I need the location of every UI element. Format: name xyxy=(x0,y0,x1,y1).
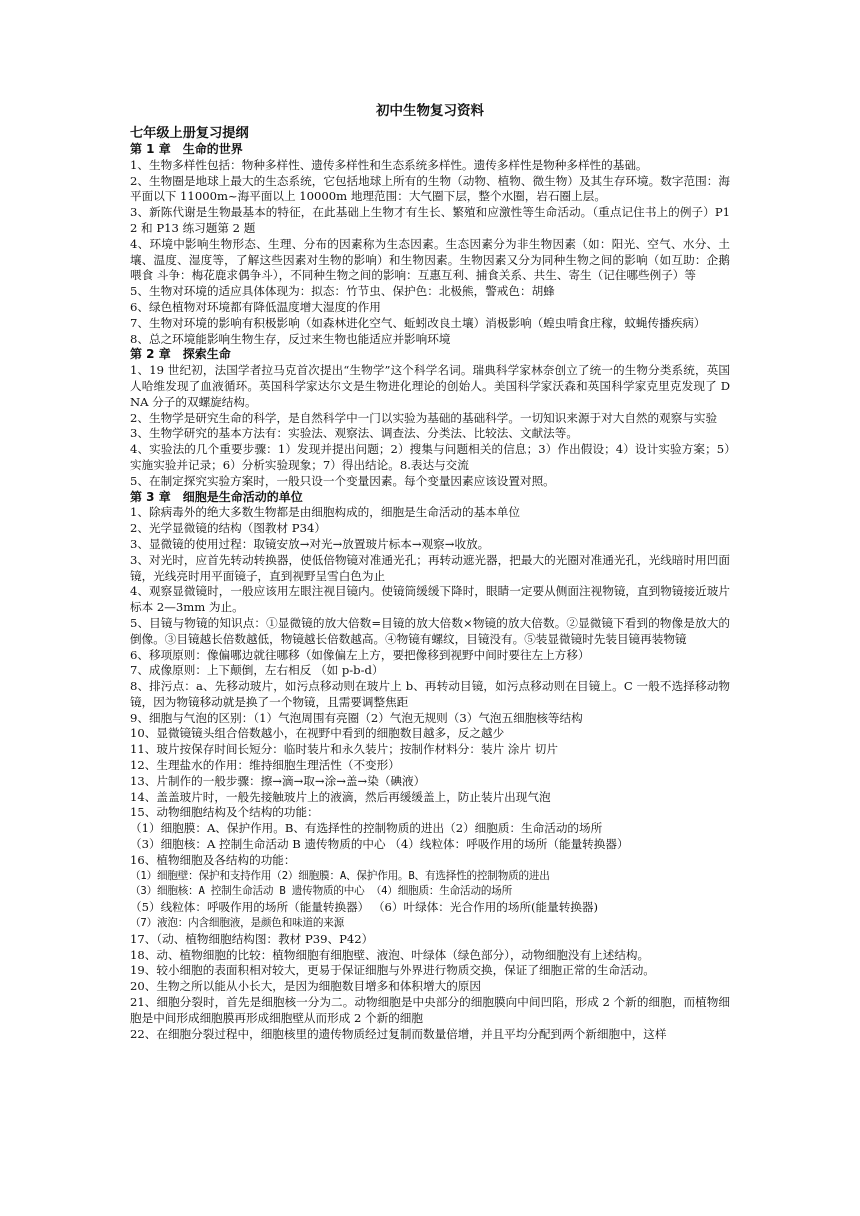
outline-item: 8、总之环境能影响生物生存，反过来生物也能适应并影响环境 xyxy=(130,331,451,346)
grade-heading: 七年级上册复习提纲 xyxy=(130,126,249,141)
outline-item: 8、排污点：a、先移动玻片，如污点移动则在玻片上 b、再转动目镜，如污点移动则在目镜上。C 一般不选择移动物镜，因为物镜移动就是换了一个物镜，且需要调整焦距 xyxy=(130,679,730,709)
outline-item: 4、实验法的几个重要步骤：1）发现并提出问题；2）搜集与问题相关的信息；3）作出假设；4）设计实验方案；5）实施实验并记录；6）分析实验现象；7）得出结论。8.表达与交流 xyxy=(130,442,730,472)
outline-item: 6、绿色植物对环境都有降低温度增大湿度的作用 xyxy=(130,299,381,314)
outline-item: 3、对光时，应首先转动转换器，使低倍物镜对准通光孔；再转动遮光器，把最大的光圈对准通光孔，光线暗时用凹面镜，光线亮时用平面镜子，直到视野呈雪白色为止 xyxy=(130,552,730,583)
outline-item: （3）细胞核：A 控制生命活动 B 遗传物质的中心 （4）线粒体：呼吸作用的场所（能量转换器） xyxy=(130,837,629,852)
outline-item: 6、移项原则：像偏哪边就往哪移（如像偏左上方，要把像移到视野中间时要往左上方移） xyxy=(130,647,590,662)
outline-item: 22、在细胞分裂过程中，细胞核里的遗传物质经过复制而数量倍增，并且平均分配到两个新细胞中，这样 xyxy=(130,1026,667,1041)
outline-item: 11、玻片按保存时间长短分：临时装片和永久装片；按制作材料分：装片 涂片 切片 xyxy=(130,742,558,757)
outline-item: 20、生物之所以能从小长大，是因为细胞数目增多和体积增大的原因 xyxy=(130,979,481,994)
chapter-heading: 第 3 章 细胞是生命活动的单位 xyxy=(130,489,303,504)
outline-item: 7、成像原则：上下颠倒，左右相反 （如 p-b-d） xyxy=(130,663,384,678)
outline-item: 12、生理盐水的作用：维持细胞生理活性（不变形） xyxy=(130,758,400,773)
chapters-container xyxy=(130,142,730,1042)
document-title: 初中生物复习资料 xyxy=(376,103,484,119)
outline-item: 3、显微镜的使用过程：取镜安放→对光→放置玻片标本→观察→收放。 xyxy=(130,536,490,551)
outline-item: 4、观察显微镜时，一般应该用左眼注视目镜内。使镜筒缓缓下降时，眼睛一定要从侧面注视物镜，直到物镜接近玻片标本 2—3mm 为止。 xyxy=(130,584,730,615)
outline-item: 1、生物多样性包括：物种多样性、遗传多样性和生态系统多样性。遗传多样性是物种多样性的基础。 xyxy=(130,157,648,172)
outline-item: 4、环境中影响生物形态、生理、分布的因素称为生态因素。生态因素分为非生物因素（如：阳光、空气、水分、土壤、温度、湿度等，了解这些因素对生物的影响）和生物因素。生物因素又分为同种生物之间的影响（如互助：企鹅喂食 斗争：梅花鹿求偶争斗），不同种生物之间的影响：互惠互利、捕食关系、共生、寄生（记住哪些例子）等 xyxy=(130,236,730,283)
outline-item: （1）细胞膜：A、保护作用。B、有选择性的控制物质的进出（2）细胞质：生命活动的场所 xyxy=(130,821,603,836)
outline-item: 14、盖盖玻片时，一般先接触玻片上的液滴，然后再缓缓盖上，防止装片出现气泡 xyxy=(130,789,551,804)
document-page xyxy=(130,104,730,1042)
outline-item: 5、目镜与物镜的知识点：①显微镜的放大倍数=目镜的放大倍数×物镜的放大倍数。②显微镜下看到的物像是放大的倒像。③目镜越长倍数越低，物镜越长倍数越高。④物镜有螺纹，目镜没有。⑤装显微镜时先装目镜再装物镜 xyxy=(130,615,730,646)
outline-item: 2、生物学是研究生命的科学，是自然科学中一门以实验为基础的基础科学。一切知识来源于对大自然的观察与实验 xyxy=(130,410,718,425)
chapter-heading: 第 2 章 探索生命 xyxy=(130,347,231,362)
outline-item: 2、生物圈是地球上最大的生态系统，它包括地球上所有的生物（动物、植物、微生物）及其生存环境。数字范围：海平面以下 11000m~海平面以上 10000m 地理范围：大气圈下层，整个水圈，岩石圈上层。 xyxy=(130,173,730,204)
outline-item: 16、植物细胞及各结构的功能： xyxy=(130,852,296,867)
outline-item: （1）细胞壁：保护和支持作用（2）细胞膜：A、保护作用。B、有选择性的控制物质的进出 xyxy=(130,869,550,882)
outline-item: 5、在制定探究实验方案时，一般只设一个变量因素。每个变量因素应该设置对照。 xyxy=(130,473,555,488)
outline-item: （5）线粒体：呼吸作用的场所（能量转换器） （6）叶绿体：光合作用的场所(能量转换器) xyxy=(130,900,599,915)
outline-item: 17、（动、植物细胞结构图：教材 P39、P42） xyxy=(130,931,374,946)
outline-item: 18、动、植物细胞的比较：植物细胞有细胞壁、液泡、叶绿体（绿色部分），动物细胞没有上述结构。 xyxy=(130,947,650,962)
outline-item: 13、片制作的一般步骤：擦→滴→取→涂→盖→染（碘液） xyxy=(130,773,426,788)
outline-item: 3、新陈代谢是生物最基本的特征，在此基础上生物才有生长、繁殖和应激性等生命活动。（重点记住书上的例子）P12 和 P13 练习题第 2 题 xyxy=(130,205,730,235)
chapter-heading: 第 1 章 生命的世界 xyxy=(130,142,243,156)
outline-item: 2、光学显微镜的结构（图教材 P34） xyxy=(130,521,326,536)
outline-item: 1、19 世纪初，法国学者拉马克首次提出“生物学”这个科学名词。瑞典科学家林奈创立了统一的生物分类系统，英国人哈维发现了血液循环。英国科学家达尔文是生物进化理论的创始人。美国科学家沃森和英国科学家克里克发现了 DNA 分子的双螺旋结构。 xyxy=(130,363,730,409)
outline-item: 9、细胞与气泡的区别：（1）气泡周围有亮圈（2）气泡无规则（3）气泡五细胞核等结构 xyxy=(130,710,583,725)
outline-item: 3、生物学研究的基本方法有：实验法、观察法、调查法、分类法、比较法、文献法等。 xyxy=(130,426,578,441)
outline-item: 10、显微镜镜头组合倍数越小，在视野中看到的细胞数目越多，反之越少 xyxy=(130,726,505,741)
outline-item: 7、生物对环境的影响有积极影响（如森林进化空气、蚯蚓改良土壤）消极影响（蝗虫啃食庄稼，蚊蝇传播疾病） xyxy=(130,315,706,330)
outline-item: 15、动物细胞结构及个结构的功能： xyxy=(130,805,319,820)
outline-item: 19、较小细胞的表面积相对较大，更易于保证细胞与外界进行物质交换，保证了细胞正常的生命活动。 xyxy=(130,963,655,978)
outline-item: （7）液泡：内含细胞液，是颜色和味道的来源 xyxy=(130,917,345,930)
outline-item: （3）细胞核：A 控制生命活动 B 遗传物质的中心 （4）细胞质：生命活动的场所 xyxy=(130,885,513,898)
outline-item: 21、细胞分裂时，首先是细胞核一分为二。动物细胞是中央部分的细胞膜向中间凹陷，形成 2 个新的细胞，而植物细胞是中间形成细胞膜再形成细胞壁从而形成 2 个新的细胞 xyxy=(130,995,730,1025)
outline-item: 1、除病毒外的绝大多数生物都是由细胞构成的，细胞是生命活动的基本单位 xyxy=(130,505,520,520)
outline-item: 5、生物对环境的适应具体体现为：拟态：竹节虫、保护色：北极熊，警戒色：胡蜂 xyxy=(130,284,555,299)
